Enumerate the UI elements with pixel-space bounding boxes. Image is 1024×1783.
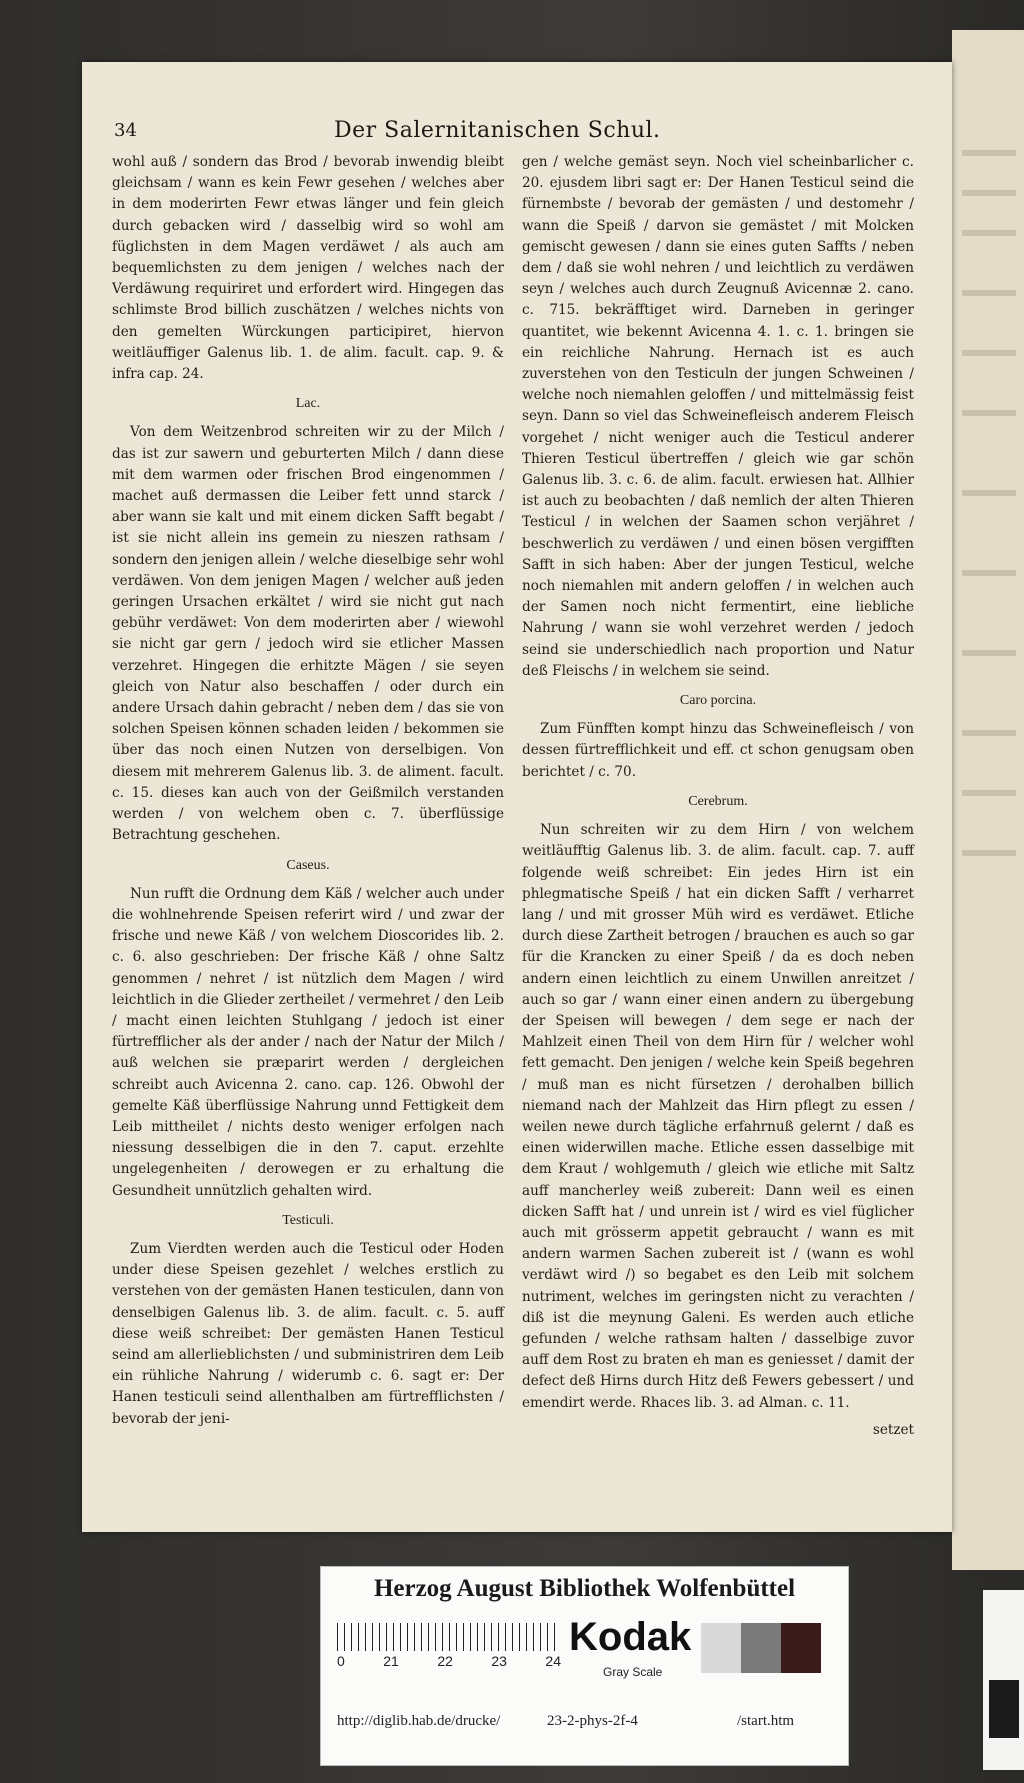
library-name: Herzog August Bibliothek Wolfenbüttel [373, 1575, 796, 1602]
text-paragraph: Nun schreiten wir zu dem Hirn / von welchem weitläufftig Galenus lib. 3. de alim. facult. cap. 7. auff folgende weiß schreibet: Ein jedes Hirn ist ein phlegmatische Speiß / hat ein dicken Safft / verharret lang / und mit grosser Müh wird es verdäwet. Etliche durch diese Zartheit betrogen / brauchen es auch so gar für die Krancken zu einer Speiß / da es doch neben andern einen leichtlich zu einem Unwillen anreitzet / auch so gar / wann einer einen andern zu übergebung der Speisen will bewegen / dem sege er nach der Mahlzeit einen Theil von dem Hirn für / welcher wohl fett gemacht. Den jenigen / welche kein Speiß begehren / muß man es nicht fürsetzen / derohalben billich niemand nach der Mahlzeit das Hirn pflegt zu essen / weilen newe durch tägliche erfahrnuß gelernt / daß es einen widerwillen mache. Etliche essen dasselbige mit dem Kraut / wohlgemuth / gleich wie etliche mit Saltz auff mancherley weiß zubereit: Dann weil es einen dicken Safft hat / und unrein ist / wird es viel füglicher auch mit grösserm appetit gebraucht / wann es mit andern warmen Sachen zubereit ist / (wann es wohl verdäwt wird /) so begabet es den Leib mit solchem nutriment, welches im geringsten nicht zu verachten / diß ist die meynung Galeni. Es werden auch etliche gefunden / welche rathsam halten / dasselbige zuvor auff dem Rost zu braten eh man es geniesset / damit der defect deß Hirns durch Hitz deß Fewers gebessert / und emendirt werde. Rhaces lib. 3. ad Alman. c. 11. [522, 822, 914, 1411]
scale-number: 22 [437, 1653, 453, 1669]
url-shelfmark: 23-2-phys-2f-4 [547, 1713, 638, 1729]
scale-ticks [337, 1623, 561, 1651]
running-title: Der Salernitanischen Schul. [334, 118, 661, 143]
url-start-link[interactable]: /start.htm [737, 1713, 795, 1729]
library-color-bar [320, 1566, 849, 1766]
adjacent-page-edge [952, 30, 1024, 1570]
right-text-column [522, 152, 914, 1441]
side-card-block [989, 1680, 1019, 1738]
section-heading: Caro porcina. [679, 693, 757, 709]
catchword: setzet [872, 1421, 914, 1438]
text-paragraph: gen / welche gemäst seyn. Noch viel scheinbarlicher c. 20. ejusdem libri sagt er: Der Hanen Testicul seind die fürnembste / bevorab der gemästen / und destomehr / wann die Speiß / darvon sie gemästet / mit Molcken gemischt gewesen / dann sie eines guten Saffts / neben dem / daß sie wohl nehren / und leichtlich zu verdäwen seyn / welches auch durch Zeugnuß Avicennæ 2. cano. c. 715. bekräfftiget wird. Darneben in geringer quantitet, wie bekennt Avicenna 4. 1. c. 1. bringen sie ein reichliche Nahrung. Hernach ist es auch zuverstehen von den Testiculn der jungen Schweinen / welche noch niemahlen geloffen / und mittelmässig feist seyn. Dann so viel das Schweinefleisch anderem Fleisch vorgehet / nicht weniger auch die Testicul anderer Thieren Testicul übertreffen / gleich wie gar schön Galenus lib. 3. c. 6. de alim. facult. erwiesen hat. Allhier ist auch zu beobachten / daß nemlich der alten Thieren Testicul / in welchen der Saamen schon verjähret / beschwerlich zu verdäwen / und einen bösen vergifften Safft in sich haben: Aber der jungen Testicul, welche noch niemahlen mit andern geloffen / in welchen auch der Samen noch nicht fermentirt, eine liebliche Nahrung / wann sie wohl verzehret werden / jedoch seind sie underschiedlich nach proportion und Natur deß Fleischs / in welchem sie seind. [522, 154, 914, 679]
gray-swatch-light [701, 1623, 741, 1673]
text-paragraph: Von dem Weitzenbrod schreiten wir zu der Milch / das ist zur sawern und geburterten Milch / dann diese mit dem warmen oder frischen Brod eingenommen / machet auß dermassen die Leiber fett unnd starck / aber wann sie kalt und mit einem dicken Safft begabt / ist sie nicht allein ins gemein zu nieszen rathsam / sondern den jenigen allein / welche dieselbige sehr wohl verdäwen. Von dem jenigen Magen / welcher auß jeden geringen Ursachen erkältet / wird sie nicht gut nach gebühr verdäwet: Von dem moderirten aber / wiewohl sie nicht gar gern / jedoch wird sie etlicher Massen verzehret. Hingegen die erhitzte Mägen / sie seyen gleich von Natur also beschaffen / oder durch ein andere Ursach dahin gebracht / neben dem / das sie von solchen Speisen können schaden leiden / bekommen sie über das noch einen Nutzen von derselbigen. Von diesem mit mehrerem Galenus lib. 3. de aliment. facult. c. 15. dieses kan auch von der Geißmilch verstanden werden / von welchem oben c. 7. überflüssige Betrachtung geschehen. [112, 424, 504, 844]
section-heading: Testiculi. [282, 1212, 334, 1228]
page-number: 34 [114, 120, 137, 141]
scale-number: 0 [337, 1653, 345, 1669]
text-paragraph: wohl auß / sondern das Brod / bevorab inwendig bleibt gleichsam / wann es kein Fewr gesehen / welches aber in dem moderirten Fewr etwas länger und fein gleich durch gebacken wird / dasselbig wird so wohl am füglichsten in dem Magen verdäwet / als auch am bequemlichsten zu dem jenigen / welches nach der Verdäwung requiriret und erfordert wird. Hingegen das schlimste Brod billich zuschätzen / welches nichts von den gemelten Würckungen participiret, hiervon weitläuffiger Galenus lib. 1. de alim. facult. cap. 9. & infra cap. 24. [112, 154, 504, 383]
side-target-card [983, 1590, 1024, 1770]
gray-swatch-dark [781, 1623, 821, 1673]
scale-number: 24 [545, 1653, 561, 1669]
kodak-logo: Kodak [569, 1615, 692, 1659]
gray-scale-label: Gray Scale [603, 1665, 663, 1679]
text-paragraph: Nun rufft die Ordnung dem Käß / welcher auch under die wohlnehrende Speisen referirt wird / und zwar der frische und newe Käß / von welchem Dioscorides lib. 2. c. 6. also geschrieben: Der frische Käß / ohne Saltz genommen / nehret / ist nützlich dem Magen / wird leichtlich in die Glieder zertheilet / vermehret / den Leib / macht einen leichten Stuhlgang / jedoch ist einer fürtrefflicher als der ander / nach der Natur der Milch / auß welchen sie præparirt werden / dergleichen schreibt auch Avicenna 2. cano. cap. 126. Obwohl der gemelte Käß überflüssige Nahrung unnd Fettigkeit dem Leib mittheilet / nichts desto weniger erfolgen nach niessung desselbigen die in den 7. caput. erzehlte ungelegenheiten / derowegen er zu erhaltung die Gesundheit unnützlich gehalten wird. [112, 885, 504, 1199]
text-paragraph: Zum Fünfften kompt hinzu das Schweinefleisch / von dessen fürtrefflichkeit und eff. ct schon genugsam oben berichtet / c. 70. [522, 721, 914, 780]
book-page [82, 62, 952, 1532]
scale-number: 23 [491, 1653, 507, 1669]
text-paragraph: Zum Vierdten werden auch die Testicul oder Hoden under diese Speisen gezehlet / welches erstlich zu verstehen von der gemästen Hanen testiculen, dann von denselbigen Galenus lib. 3. de alim. facult. c. 5. auff diese weiß schreibet: Der gemästen Hanen Testicul seind am allerlieblichsten / und subministriren dem Leib ein rühliche Nahrung / widerumb c. 6. sagt er: Der Hanen testiculi seind allenthalben am fürtrefflichsten / bevorab der jeni- [112, 1240, 504, 1427]
gray-swatch-mid [741, 1623, 781, 1673]
scale-numbers [337, 1653, 561, 1669]
measurement-scale [337, 1623, 561, 1671]
section-heading: Cerebrum. [688, 793, 748, 809]
scale-number: 21 [383, 1653, 399, 1669]
section-heading: Caseus. [286, 857, 330, 873]
url-base-link[interactable]: http://diglib.hab.de/drucke/ [337, 1713, 501, 1729]
section-heading: Lac. [295, 396, 321, 412]
left-text-column [112, 152, 504, 1436]
